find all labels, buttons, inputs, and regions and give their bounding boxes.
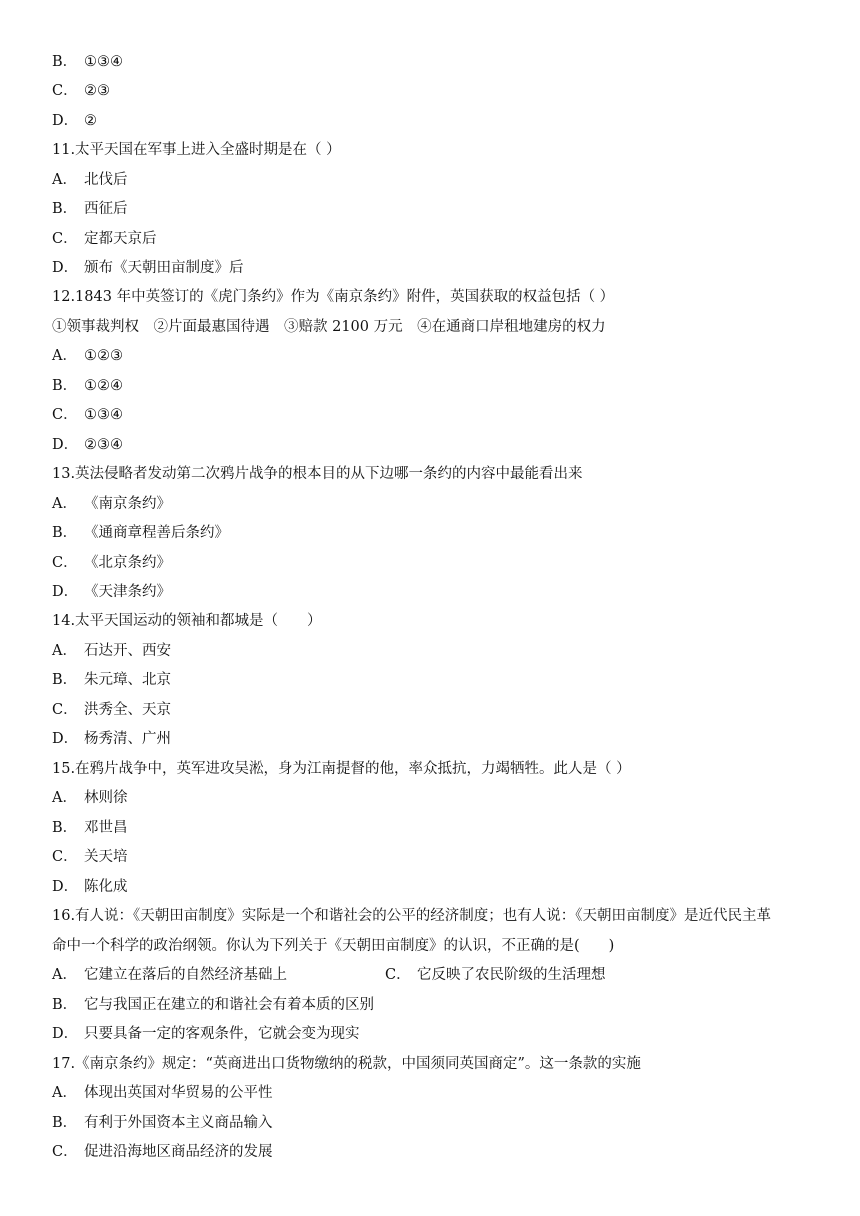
option-b: B． ①②④ (52, 378, 123, 394)
option-c: C． 洪秀全、天京 (52, 702, 171, 718)
option-d: D． 颁布《天朝田亩制度》后 (52, 260, 244, 276)
option-a: A． 《南京条约》 (52, 496, 171, 512)
option-d: D． ②③④ (52, 437, 123, 453)
option-d: D． ② (52, 113, 97, 129)
option-a: A． 体现出英国对华贸易的公平性 (52, 1085, 273, 1101)
option-b: B． ①③④ (52, 54, 123, 70)
question-14: 14.太平天国运动的领袖和都城是（ ） (52, 613, 322, 629)
option-b: B． 有利于外国资本主义商品输入 (52, 1115, 273, 1131)
option-b: B． 西征后 (52, 201, 128, 217)
option-c: C． 关天培 (52, 849, 128, 865)
question-12-items: ①领事裁判权 ②片面最惠国待遇 ③赔款 2100 万元 ④在通商口岸租地建房的权力 (52, 319, 606, 335)
option-c: C． 定都天京后 (52, 231, 157, 247)
option-a-and-c: A． 它建立在落后的自然经济基础上 C． 它反映了农民阶级的生活理想 (52, 962, 287, 988)
option-b: B． 它与我国正在建立的和谐社会有着本质的区别 (52, 997, 374, 1013)
option-d: D． 《天津条约》 (52, 584, 171, 600)
option-c: C． ②③ (52, 83, 110, 99)
question-11: 11.太平天国在军事上进入全盛时期是在（ ） (52, 142, 341, 158)
option-b: B． 邓世昌 (52, 820, 128, 836)
option-d: D． 只要具备一定的客观条件，它就会变为现实 (52, 1026, 360, 1042)
option-c: C． 促进沿海地区商品经济的发展 (52, 1144, 273, 1160)
option-c: C． 《北京条约》 (52, 555, 171, 571)
question-17: 17.《南京条约》规定：“英商进出口货物缴纳的税款，中国须同英国商定”。这一条款的实施 (52, 1056, 641, 1072)
option-d: D． 杨秀清、广州 (52, 731, 171, 747)
question-13: 13.英法侵略者发动第二次鸦片战争的根本目的从下边哪一条约的内容中最能看出来 (52, 466, 583, 482)
option-a: A． ①②③ (52, 348, 123, 364)
option-c: C． ①③④ (52, 407, 123, 423)
question-16-line1: 16.有人说：《天朝田亩制度》实际是一个和谐社会的公平的经济制度；也有人说：《天朝田亩制度》是近代民主革 (52, 908, 772, 924)
option-a: A． 石达开、西安 (52, 643, 171, 659)
option-b: B． 《通商章程善后条约》 (52, 525, 229, 541)
question-15: 15.在鸦片战争中，英军进攻吴淞，身为江南提督的他，率众抵抗，力竭牺牲。此人是（ ） (52, 761, 631, 777)
question-16-line2: 命中一个科学的政治纲领。你认为下列关于《天朝田亩制度》的认识，不正确的是( ) (52, 938, 615, 954)
option-c-inline: C． 它反映了农民阶级的生活理想 (385, 967, 606, 983)
option-a: A． 北伐后 (52, 172, 128, 188)
question-12: 12.1843 年中英签订的《虎门条约》作为《南京条约》附件，英国获取的权益包括（ ） (52, 289, 615, 305)
option-a: A． 林则徐 (52, 790, 128, 806)
option-b: B． 朱元璋、北京 (52, 672, 171, 688)
option-d: D． 陈化成 (52, 879, 128, 895)
